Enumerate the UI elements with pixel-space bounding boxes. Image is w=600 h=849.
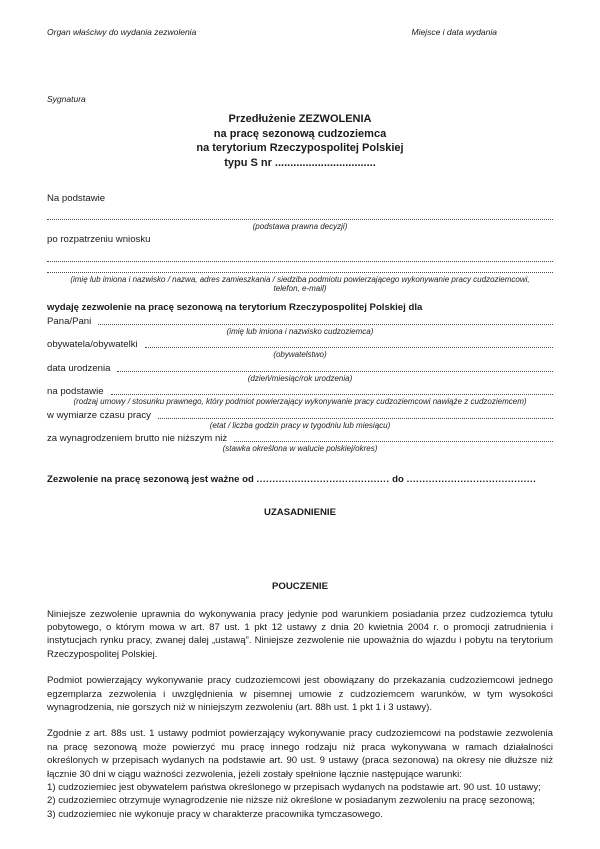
validity-text-mid: do — [392, 473, 404, 485]
working-time-label: w wymiarze czasu pracy — [47, 409, 151, 421]
birth-date-label: data urodzenia — [47, 362, 111, 374]
validity-statement — [47, 474, 553, 485]
legal-basis-fill-line — [47, 219, 553, 220]
employer-caption-line-1: (imię lub imiona i nazwisko / nazwa, adres zamieszkania / siedziba podmiotu powierzającego wykonywanie pracy cudzoziemcowi, — [70, 274, 530, 284]
citizenship-label: obywatela/obywatelki — [47, 339, 138, 350]
gross-salary-fill-line — [234, 441, 553, 442]
birth-date-fill-line — [117, 371, 553, 372]
employer-fill-line-2 — [47, 272, 553, 273]
employer-fill-line-1 — [47, 261, 553, 262]
foreigner-name-label: Pana/Pani — [47, 315, 92, 327]
pouczenie-paragraph-1: Niniejsze zezwolenie uprawnia do wykonywania pracy jedynie pod warunkiem posiadania przez cudzoziemca tytułu pobytowego, o którym mowa w art. 87 ust. 1 pkt 12 ustawy z dnia 20 kwietnia 2004 r. o promocji zatrudnienia i instytucjach rynku pracy, zwanej dalej „ustawą”. Niniejsze zezwolenie nie upoważnia do wjazdu i pobytu na terytorium Rzeczypospolitej Polskiej. — [47, 608, 553, 660]
document-header — [47, 27, 553, 37]
application-review-label: po rozpatrzeniu wniosku — [47, 233, 151, 245]
pouczenie-paragraph-3: Zgodnie z art. 88s ust. 1 ustawy podmiot powierzający wykonywanie pracy cudzoziemcowi na podstawie zezwolenia na pracę sezonową może powierzyć mu pracę innego rodzaju niż praca wykonywana w ramach działalności określonych w przepisach wydanych na podstawie art. 90 ust. 9 ustawy (praca sezonowa) na okresy nie dłuższe niż łącznie 30 dni w ciągu ważności zezwolenia, jeżeli zostały spełnione łącznie następujące warunki: — [47, 728, 553, 780]
condition-item-3: 3) cudzoziemiec nie wykonuje pracy w charakterze pracownika tymczasowego. — [47, 808, 383, 820]
condition-item-2: 2) cudzoziemiec otrzymuje wynagrodzenie nie niższe niż określone w posiadanym zezwoleniu na pracę sezonową; — [47, 795, 535, 807]
contract-type-label: na podstawie — [47, 386, 104, 397]
title-line-permit-number: typu S nr ................................. — [224, 156, 376, 169]
field-citizenship — [47, 339, 553, 350]
section-heading-uzasadnienie: UZASADNIENIE — [264, 506, 336, 518]
issuing-authority-label: Organ właściwy do wydania zezwolenia — [47, 27, 197, 37]
title-line-2: na pracę sezonową cudzoziemca — [213, 127, 387, 140]
contract-type-fill-line — [111, 394, 553, 395]
condition-item-1: 1) cudzoziemiec jest obywatelem państwa określonego w przepisach wydanych na podstawie art. 90 ust. 10 ustawy; — [47, 781, 541, 793]
field-contract-type — [47, 386, 553, 397]
working-time-fill-line — [158, 418, 553, 419]
employer-caption-line-2: telefon, e-mail) — [273, 284, 327, 293]
signature-label: Sygnatura — [47, 94, 86, 104]
citizenship-fill-line — [145, 347, 553, 348]
validity-date-from-fill: .......................................... — [256, 473, 390, 485]
gross-salary-label: za wynagrodzeniem brutto nie niższym niż — [47, 433, 228, 444]
citizenship-caption: (obywatelstwo) — [273, 350, 327, 359]
foreigner-name-caption: (imię lub imiona i nazwisko cudzoziemca) — [226, 326, 374, 336]
place-date-label: Miejsce i data wydania — [411, 27, 497, 37]
basis-intro-label: Na podstawie — [47, 193, 106, 204]
working-time-caption: (etat / liczba godzin pracy w tygodniu lub miesiącu) — [209, 420, 391, 430]
contract-type-caption: (rodzaj umowy / stosunku prawnego, który podmiot powierzający wykonywanie pracy cudzoziemcowi nawiąże z cudzoziemcem) — [73, 397, 527, 406]
birth-date-caption: (dzień/miesiąc/rok urodzenia) — [247, 373, 353, 383]
title-line-1: Przedłużenie ZEZWOLENIA — [228, 113, 372, 125]
pouczenie-conditions-list — [47, 781, 553, 821]
field-birth-date — [47, 363, 553, 374]
validity-date-to-fill: ......................................... — [406, 473, 537, 485]
grant-statement: wydaję zezwolenie na pracę sezonową na terytorium Rzeczypospolitej Polskiej dla — [47, 301, 423, 313]
pouczenie-paragraph-2: Podmiot powierzający wykonywanie pracy cudzoziemcowi jest obowiązany do przekazania cudzoziemcowi jednego egzemplarza zezwolenia i uwzględnienia w pisemnej umowie z cudzoziemcem warunków, w tym wysokości wynagrodzenia, nie gorszych niż w niniejszym zezwoleniu (art. 88h ust. 1 pkt 1 i 3 ustawy). — [47, 675, 553, 713]
document-title — [47, 112, 553, 170]
validity-text-before: Zezwolenie na pracę sezonową jest ważne od — [47, 473, 254, 485]
gross-salary-caption: (stawka określona w walucie polskiej/okres) — [222, 444, 378, 453]
employer-caption — [47, 275, 553, 294]
field-foreigner-name — [47, 316, 553, 327]
field-working-time — [47, 410, 553, 421]
section-heading-pouczenie: POUCZENIE — [272, 580, 328, 592]
title-line-3: na terytorium Rzeczypospolitej Polskiej — [196, 142, 404, 154]
field-gross-salary — [47, 433, 553, 444]
foreigner-name-fill-line — [98, 324, 553, 325]
legal-basis-caption: (podstawa prawna decyzji) — [252, 222, 348, 231]
